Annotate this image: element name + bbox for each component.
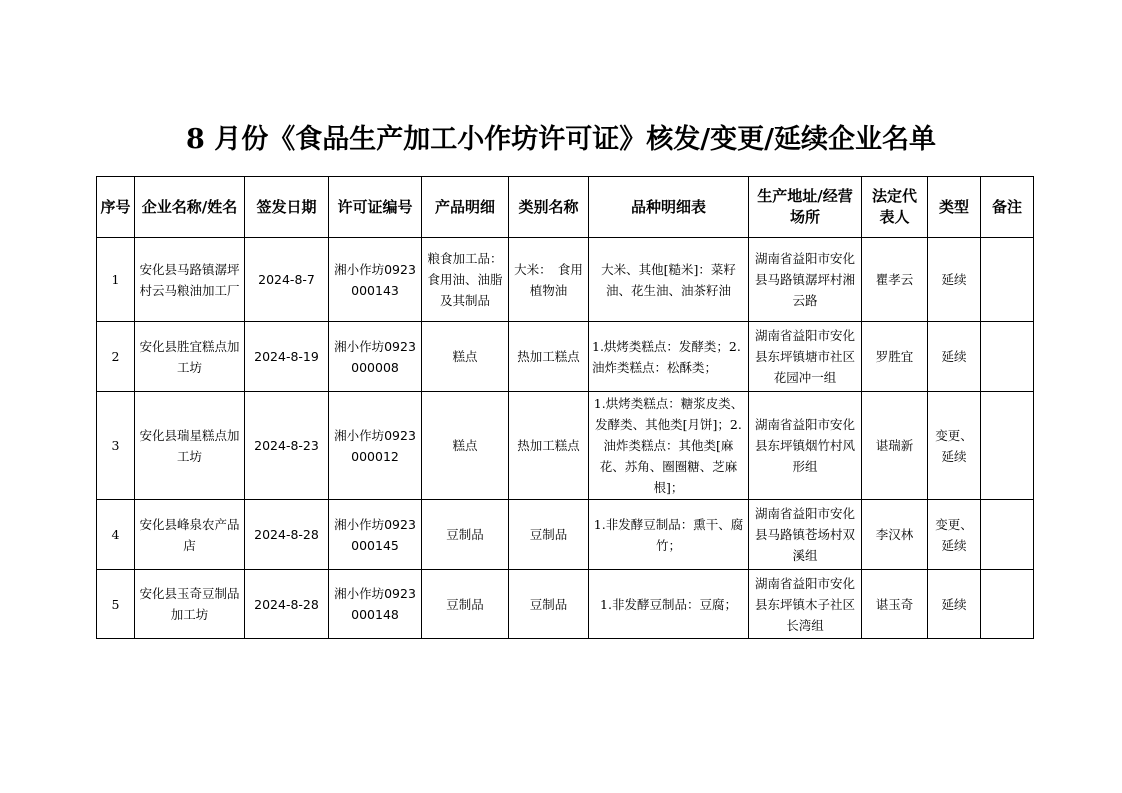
cell-date: 2024-8-19: [245, 322, 329, 392]
cell-product: 糕点: [422, 322, 509, 392]
cell-note: [981, 392, 1034, 500]
cell-name: 安化县瑞星糕点加工坊: [135, 392, 245, 500]
cell-type: 变更、延续: [928, 500, 981, 570]
cell-rep: 谌玉奇: [862, 570, 928, 639]
cell-seq: 3: [97, 392, 135, 500]
header-license: 许可证编号: [329, 177, 422, 238]
table-row: [97, 392, 1034, 500]
cell-product: 糕点: [422, 392, 509, 500]
cell-product: 粮食加工品：食用油、油脂及其制品: [422, 238, 509, 322]
header-note: 备注: [981, 177, 1034, 238]
cell-category: 豆制品: [509, 570, 589, 639]
cell-rep: 李汉林: [862, 500, 928, 570]
header-type: 类型: [928, 177, 981, 238]
cell-variety: 1.非发酵豆制品：豆腐；: [589, 570, 749, 639]
page-title: 8 月份《食品生产加工小作坊许可证》核发/变更/延续企业名单: [186, 124, 936, 155]
header-name: 企业名称/姓名: [135, 177, 245, 238]
cell-name: 安化县马路镇潺坪村云马粮油加工厂: [135, 238, 245, 322]
enterprise-table: [96, 176, 1034, 639]
cell-seq: 5: [97, 570, 135, 639]
cell-rep: 瞿孝云: [862, 238, 928, 322]
header-category: 类别名称: [509, 177, 589, 238]
cell-address: 湖南省益阳市安化县东坪镇木子社区长湾组: [749, 570, 862, 639]
cell-variety: 1.烘烤类糕点：发酵类；2.油炸类糕点：松酥类；: [589, 322, 749, 392]
cell-license: 湘小作坊0923000143: [329, 238, 422, 322]
cell-address: 湖南省益阳市安化县东坪镇烟竹村风形组: [749, 392, 862, 500]
cell-note: [981, 570, 1034, 639]
cell-note: [981, 238, 1034, 322]
cell-note: [981, 322, 1034, 392]
header-product: 产品明细: [422, 177, 509, 238]
table-row: [97, 500, 1034, 570]
cell-date: 2024-8-7: [245, 238, 329, 322]
cell-address: 湖南省益阳市安化县马路镇潺坪村湘云路: [749, 238, 862, 322]
cell-seq: 1: [97, 238, 135, 322]
cell-product: 豆制品: [422, 570, 509, 639]
cell-name: 安化县峰泉农产品店: [135, 500, 245, 570]
cell-type: 变更、延续: [928, 392, 981, 500]
cell-date: 2024-8-28: [245, 570, 329, 639]
cell-license: 湘小作坊0923000008: [329, 322, 422, 392]
header-variety: 品种明细表: [589, 177, 749, 238]
cell-rep: 谌瑞新: [862, 392, 928, 500]
header-address: 生产地址/经营场所: [749, 177, 862, 238]
cell-address: 湖南省益阳市安化县东坪镇塘市社区花园冲一组: [749, 322, 862, 392]
cell-seq: 4: [97, 500, 135, 570]
cell-variety: 大米、其他[糙米]：菜籽油、花生油、油茶籽油: [589, 238, 749, 322]
cell-name: 安化县玉奇豆制品加工坊: [135, 570, 245, 639]
cell-category: 热加工糕点: [509, 392, 589, 500]
cell-license: 湘小作坊0923000012: [329, 392, 422, 500]
cell-name: 安化县胜宜糕点加工坊: [135, 322, 245, 392]
table-header-row: [97, 177, 1034, 238]
cell-license: 湘小作坊0923000145: [329, 500, 422, 570]
cell-type: 延续: [928, 322, 981, 392]
cell-date: 2024-8-23: [245, 392, 329, 500]
cell-license: 湘小作坊0923000148: [329, 570, 422, 639]
cell-category: 热加工糕点: [509, 322, 589, 392]
cell-seq: 2: [97, 322, 135, 392]
cell-category: 大米： 食用植物油: [509, 238, 589, 322]
cell-note: [981, 500, 1034, 570]
cell-category: 豆制品: [509, 500, 589, 570]
cell-product: 豆制品: [422, 500, 509, 570]
cell-date: 2024-8-28: [245, 500, 329, 570]
cell-variety: 1.非发酵豆制品：熏干、腐竹；: [589, 500, 749, 570]
cell-variety: 1.烘烤类糕点：糖浆皮类、发酵类、其他类[月饼]；2.油炸类糕点：其他类[麻花、苏角、圈圈糖、芝麻根]；: [589, 392, 749, 500]
table-row: [97, 570, 1034, 639]
table-row: [97, 322, 1034, 392]
cell-address: 湖南省益阳市安化县马路镇苍场村双溪组: [749, 500, 862, 570]
cell-type: 延续: [928, 238, 981, 322]
header-rep: 法定代表人: [862, 177, 928, 238]
cell-type: 延续: [928, 570, 981, 639]
cell-rep: 罗胜宜: [862, 322, 928, 392]
header-seq: 序号: [97, 177, 135, 238]
header-date: 签发日期: [245, 177, 329, 238]
table-row: [97, 238, 1034, 322]
